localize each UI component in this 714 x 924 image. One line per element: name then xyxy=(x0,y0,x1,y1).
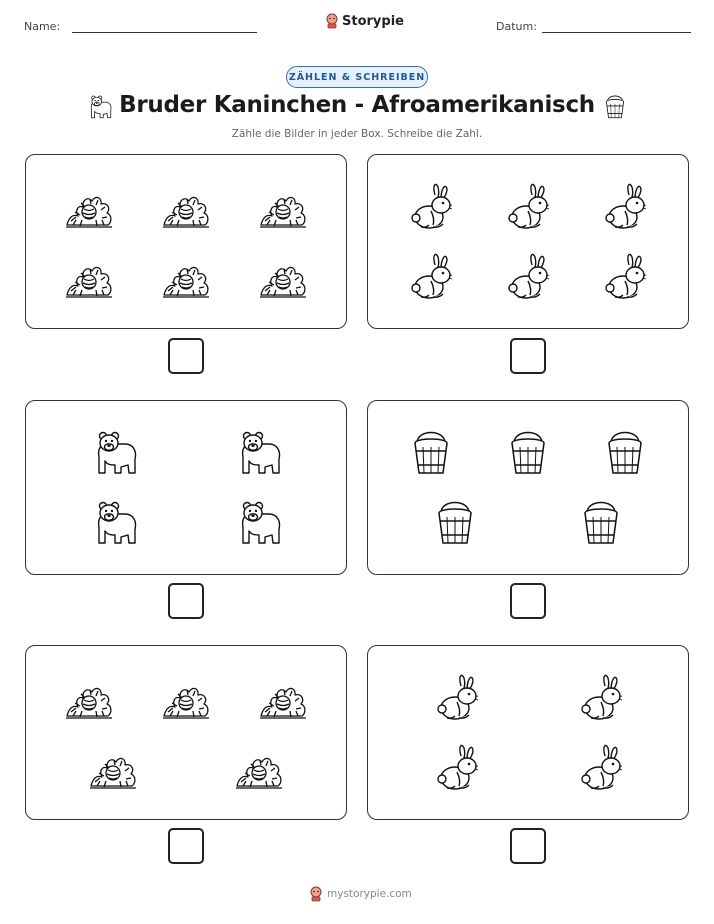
bush-icon xyxy=(87,742,139,794)
bush-icon xyxy=(63,672,115,724)
activity-badge: ZÄHLEN & SCHREIBEN xyxy=(286,66,428,88)
bucket-icon xyxy=(502,427,554,479)
brand-name: Storypie xyxy=(342,13,404,29)
bush-icon xyxy=(257,251,309,303)
rabbit-icon xyxy=(405,251,457,303)
page-title: Bruder Kaninchen - Afroamerikanisch xyxy=(119,92,595,118)
bear-icon xyxy=(89,497,141,549)
storypie-mascot-icon xyxy=(309,886,323,902)
rabbit-icon xyxy=(575,672,627,724)
answer-box-6[interactable] xyxy=(510,828,546,864)
counting-box-5 xyxy=(25,645,347,820)
counting-box-3 xyxy=(25,400,347,575)
bush-icon xyxy=(233,742,285,794)
instructions: Zähle die Bilder in jeder Box. Schreibe die Zahl. xyxy=(231,128,483,140)
bush-icon xyxy=(63,251,115,303)
bush-icon xyxy=(63,181,115,233)
date-label: Datum: xyxy=(496,20,537,33)
bush-icon xyxy=(160,672,212,724)
bush-icon xyxy=(257,672,309,724)
rabbit-icon xyxy=(405,181,457,233)
date-line[interactable] xyxy=(542,32,691,33)
rabbit-icon xyxy=(431,742,483,794)
rabbit-icon xyxy=(599,251,651,303)
counting-box-1 xyxy=(25,154,347,329)
name-line[interactable] xyxy=(72,32,257,33)
storypie-mascot-icon xyxy=(325,13,339,29)
answer-box-3[interactable] xyxy=(168,583,204,619)
bush-icon xyxy=(160,251,212,303)
bush-icon xyxy=(257,181,309,233)
name-label: Name: xyxy=(24,20,61,33)
rabbit-icon xyxy=(502,181,554,233)
answer-box-1[interactable] xyxy=(168,338,204,374)
bear-icon xyxy=(89,427,141,479)
bear-icon xyxy=(233,497,285,549)
counting-box-2 xyxy=(367,154,689,329)
footer xyxy=(309,886,412,902)
rabbit-icon xyxy=(431,672,483,724)
bear-icon xyxy=(233,427,285,479)
answer-box-2[interactable] xyxy=(510,338,546,374)
counting-box-4 xyxy=(367,400,689,575)
bucket-icon xyxy=(601,93,629,121)
bucket-icon xyxy=(575,497,627,549)
rabbit-icon xyxy=(502,251,554,303)
rabbit-icon xyxy=(599,181,651,233)
rabbit-icon xyxy=(575,742,627,794)
brand-logo xyxy=(325,13,404,29)
bucket-icon xyxy=(599,427,651,479)
bucket-icon xyxy=(405,427,457,479)
bush-icon xyxy=(160,181,212,233)
counting-box-6 xyxy=(367,645,689,820)
bucket-icon xyxy=(429,497,481,549)
answer-box-5[interactable] xyxy=(168,828,204,864)
footer-url[interactable]: mystorypie.com xyxy=(327,888,412,900)
answer-box-4[interactable] xyxy=(510,583,546,619)
